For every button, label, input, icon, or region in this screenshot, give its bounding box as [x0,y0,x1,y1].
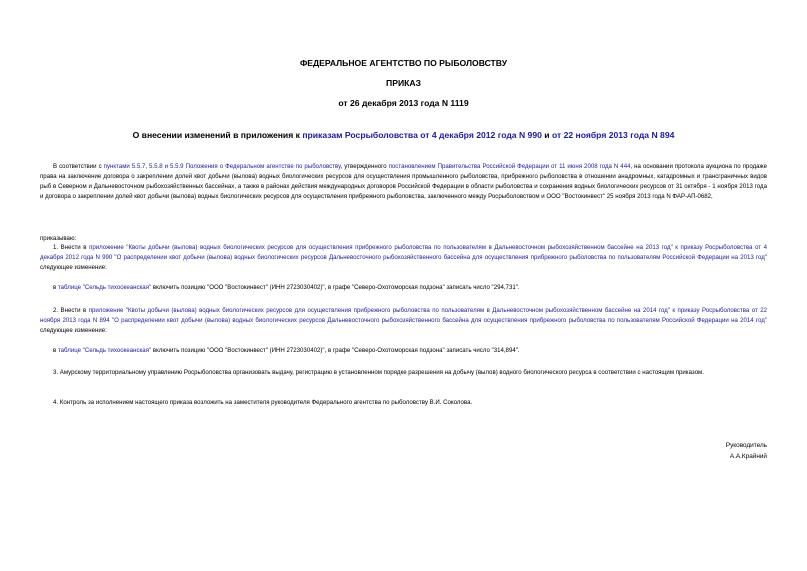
preamble-link-regulation[interactable]: пунктами 5.5.7, 5.5.8 и 5.5.9 Положения о Федеральном агентстве по рыболовству [103,163,341,170]
preamble-text-2: , утвержденного [340,163,389,170]
date-number-heading: от 26 декабря 2013 года N 1119 [338,98,469,108]
title-prefix: О внесении изменений в приложения к [132,130,303,140]
item-3-paragraph: 3. Амурскому территориальному управлению Росрыболовства организовать выдачу, регистрацию в установленном порядке разрешения на добычу (вылов) водного биологического ресурса в соответствии с настоящим приказом. [53,369,704,376]
doc-type-heading: ПРИКАЗ [386,78,421,88]
item-1-link-appendix[interactable]: приложение "Квоты добычи (вылова) водных биологических ресурсов для осуществления прибрежного рыболовства по пользователям в Дальневосточном рыбохозяйственном бассейне на 2013 год" к приказу Росрыболовства от 4 декабря 2012 года N 990 "О распределении квот добычи (вылова) водных биологических ресурсов Дальневосточного рыбохозяйственного бассейна для осуществления прибрежного рыболовства по пользователям Российской Федерации на 2013 год" [40,244,767,261]
signature-block [726,440,767,462]
signature-name: А.А.Крайний [729,453,767,460]
sub-2-text-1: в [53,347,58,354]
orders-word: приказываю: [40,235,77,242]
item-2-text-1: 2. Внести в [53,307,89,314]
item-2-text-2: следующее изменение: [40,327,107,334]
document-title [40,130,767,141]
item-2-sub-paragraph [40,346,767,356]
preamble-text-3: , на основании протокола аукциона по продаже права на заключение договора о закреплении долей квот добычи (вылова) водных биологических ресурсов для осуществления промышленного рыболовства, прибрежного рыболовства в отношении анадромных, катадромных и трансграничных видов рыб в Северном и Дальневосточном рыбохозяйственных бассейнах, а также в районах действия международных договоров Российской Федерации в области рыболовства и сохранения водных биологических ресурсов от 31 октября - 1 ноября 2013 года и договора о закреплении долей квот добычи (вылова) водных биологических ресурсов для осуществления прибрежного рыболовства, заключенного между Росрыболовством и ООО "Востокинвест" 25 ноября 2013 года N ФАР-АП-0682, [40,163,767,200]
preamble-text-1: В соответствии с [53,163,104,170]
agency-heading: ФЕДЕРАЛЬНОЕ АГЕНТСТВО ПО РЫБОЛОВСТВУ [299,58,508,68]
sub-1-text-2: включить позицию "ООО "Востокинвест" (ИНН 2723030402)", в графе "Северо-Охотоморская подзона" записать число "294,731". [151,284,520,291]
item-1-text-2: следующее изменение: [40,264,107,271]
title-mid: и [541,130,552,140]
item-1-text-1: 1. Внести в [53,244,90,251]
signature-position: Руководитель [725,442,767,449]
item-1-paragraph [40,243,767,273]
title-link-order-894[interactable]: от 22 ноября 2013 года N 894 [551,130,675,140]
preamble-paragraph [40,162,767,202]
document-page [40,0,767,571]
item-2-paragraph [40,306,767,336]
preamble-link-resolution[interactable]: постановлением Правительства Российской Федерации от 11 июня 2008 года N 444 [388,163,631,170]
sub-2-link-table[interactable]: таблице "Сельдь тихоокеанская" [57,347,152,354]
sub-2-text-2: включить позицию "ООО "Востокинвест" (ИНН 2723030402)", в графе "Северо-Охотоморская подзона" записать число "314,894". [151,347,520,354]
sub-1-text-1: в [53,284,58,291]
sub-1-link-table[interactable]: таблице "Сельдь тихоокеанская" [57,284,152,291]
item-4-paragraph: 4. Контроль за исполнением настоящего приказа возложить на заместителя руководителя Федерального агентства по рыболовству В.И. Соколова. [53,399,473,406]
title-link-order-990[interactable]: приказам Росрыболовства от 4 декабря 2012 года N 990 [302,130,542,140]
item-1-sub-paragraph [40,283,767,293]
item-2-link-appendix[interactable]: приложение "Квоты добычи (вылова) водных биологических ресурсов для осуществления прибрежного рыболовства по пользователям в Дальневосточном рыбохозяйственном бассейне на 2014 год" к приказу Росрыболовства от 22 ноября 2013 года N 894 "О распределении квот добычи (вылова) водных биологических ресурсов Дальневосточного рыбохозяйственного бассейна для осуществления прибрежного рыболовства по пользователям Российской Федерации на 2014 год" [40,307,767,324]
